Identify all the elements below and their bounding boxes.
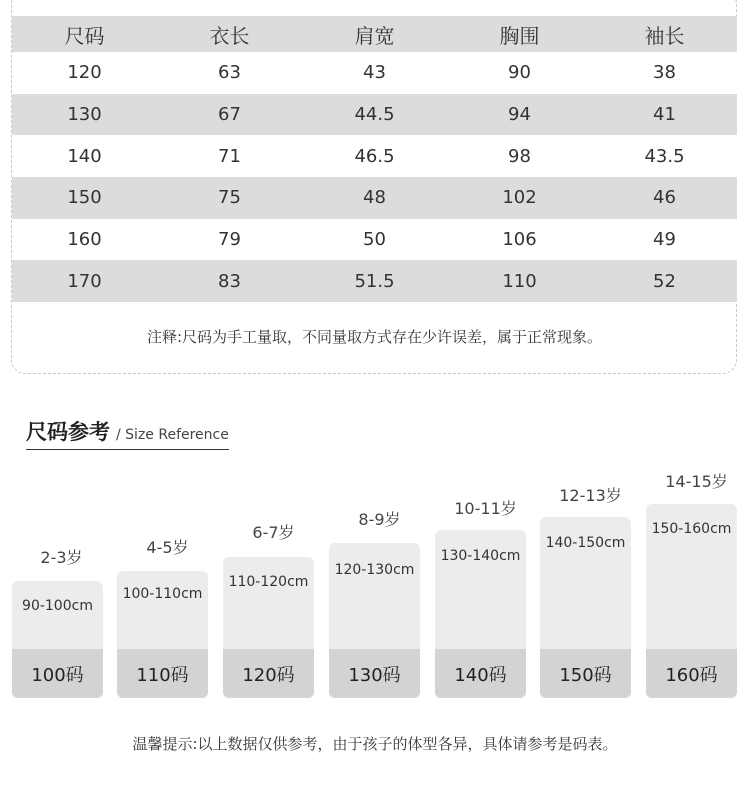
header-size: 尺码 [12, 16, 157, 52]
table-cell: 102 [447, 177, 592, 219]
table-cell: 50 [302, 219, 447, 261]
height-range: 120-130cm [334, 562, 415, 578]
table-cell: 130 [12, 94, 157, 136]
table-row [12, 177, 737, 219]
table-cell: 43.5 [592, 135, 737, 177]
table-cell: 98 [447, 135, 592, 177]
table-cell: 41 [592, 94, 737, 136]
table-cell: 79 [157, 219, 302, 261]
table-cell: 46.5 [302, 135, 447, 177]
table-row [12, 219, 737, 261]
table-row [12, 260, 737, 302]
age-label: 2-3岁 [40, 548, 83, 567]
height-range: 100-110cm [122, 586, 203, 602]
size-card [435, 530, 526, 698]
header-length: 衣长 [157, 16, 302, 52]
table-cell: 38 [592, 52, 737, 94]
age-label: 4-5岁 [146, 538, 189, 557]
size-code: 110码 [117, 649, 208, 698]
table-cell: 44.5 [302, 94, 447, 136]
size-card [646, 504, 737, 698]
size-card [540, 517, 631, 698]
age-label: 12-13岁 [559, 486, 622, 505]
section-title-en: / Size Reference [116, 427, 229, 443]
size-code: 160码 [646, 649, 737, 698]
table-cell: 170 [12, 260, 157, 302]
section-title-zh: 尺码参考 [26, 420, 110, 444]
table-cell: 110 [447, 260, 592, 302]
size-card [12, 581, 103, 698]
size-code: 130码 [329, 649, 420, 698]
table-cell: 46 [592, 177, 737, 219]
age-label: 10-11岁 [454, 499, 517, 518]
header-chest: 胸围 [447, 16, 592, 52]
size-card [117, 571, 208, 698]
table-cell: 83 [157, 260, 302, 302]
table-cell: 63 [157, 52, 302, 94]
table-cell: 71 [157, 135, 302, 177]
table-cell: 160 [12, 219, 157, 261]
height-range: 90-100cm [22, 598, 93, 614]
table-cell: 90 [447, 52, 592, 94]
table-cell: 120 [12, 52, 157, 94]
table-cell: 75 [157, 177, 302, 219]
size-table [12, 16, 737, 302]
table-row [12, 52, 737, 94]
size-code: 100码 [12, 649, 103, 698]
table-cell: 43 [302, 52, 447, 94]
age-label: 6-7岁 [252, 523, 295, 542]
table-cell: 150 [12, 177, 157, 219]
table-cell: 67 [157, 94, 302, 136]
section-title [26, 416, 229, 450]
table-cell: 48 [302, 177, 447, 219]
height-range: 150-160cm [651, 521, 732, 537]
size-code: 140码 [435, 649, 526, 698]
table-cell: 140 [12, 135, 157, 177]
table-note: 注释:尺码为手工量取，不同量取方式存在少许误差，属于正常现象。 [146, 328, 603, 346]
table-cell: 94 [447, 94, 592, 136]
size-code: 150码 [540, 649, 631, 698]
age-label: 14-15岁 [665, 472, 728, 491]
header-sleeve: 袖长 [592, 16, 737, 52]
age-label: 8-9岁 [358, 510, 401, 529]
footer-tip: 温馨提示:以上数据仅供参考，由于孩子的体型各异，具体请参考是码表。 [132, 735, 618, 753]
table-cell: 106 [447, 219, 592, 261]
size-card [329, 543, 420, 698]
table-cell: 51.5 [302, 260, 447, 302]
table-cell: 52 [592, 260, 737, 302]
height-range: 140-150cm [545, 535, 626, 551]
size-card [223, 557, 314, 698]
table-cell: 49 [592, 219, 737, 261]
header-shoulder: 肩宽 [302, 16, 447, 52]
table-row [12, 94, 737, 136]
table-header-row [12, 16, 737, 52]
height-range: 110-120cm [228, 574, 309, 590]
height-range: 130-140cm [440, 548, 521, 564]
table-row [12, 135, 737, 177]
size-code: 120码 [223, 649, 314, 698]
